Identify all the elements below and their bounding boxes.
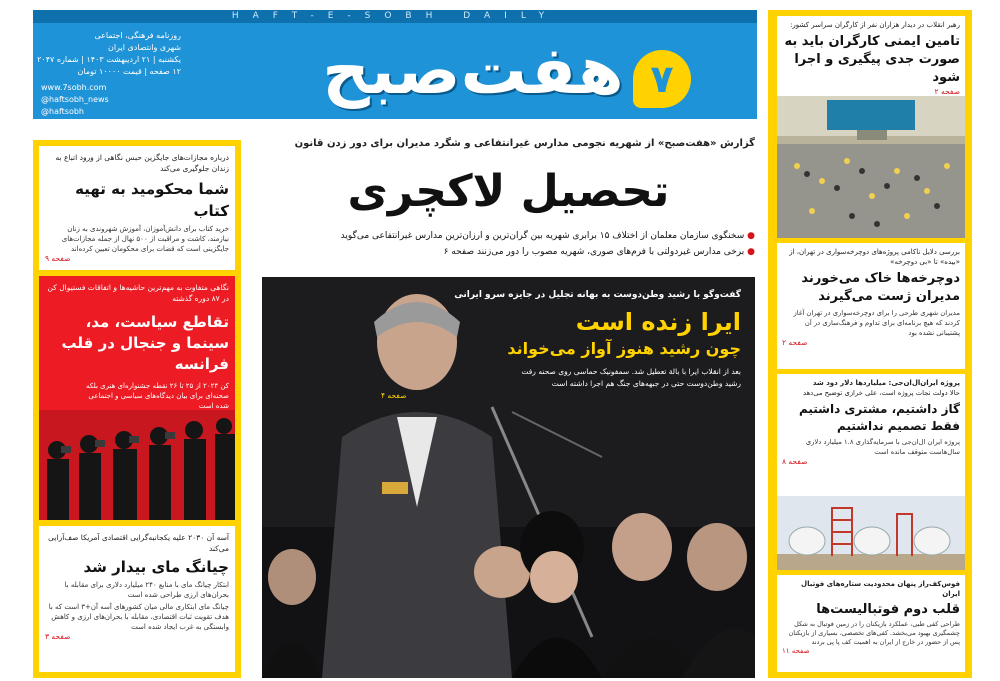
left-story-3-page[interactable]: صفحه ۳: [45, 632, 71, 641]
right-story-2-kicker: بررسی دلایل ناکامی پروژه‌های دوچرخه‌سواری در تهران، از «بیده» تا «بی دوچرخه»: [789, 248, 960, 266]
photo-story-page[interactable]: صفحه ۴: [381, 391, 407, 400]
main-story-bullet: [265, 246, 755, 259]
newspaper-logo: هفت‌صبح: [322, 32, 624, 109]
issue-info-line: روزنامه فرهنگی، اجتماعی: [94, 31, 181, 40]
right-story-4-headline[interactable]: قلب دوم فوتبالیست‌ها: [816, 602, 960, 617]
photo-story-subheadline[interactable]: چون رشید هنوز آواز می‌خواند: [507, 339, 741, 358]
issue-info-line: یکشنبه | ۲۱ اردیبهشت ۱۴۰۳ | شماره ۲۰۴۷: [37, 55, 181, 64]
right-story-1: [777, 16, 965, 238]
photo-story: [262, 277, 755, 678]
social-handle[interactable]: @haftsobh: [41, 107, 84, 116]
photo-story-bullet: رشید وطن‌دوست حتی در جبهه‌های جنگ هم اجرا داشته است: [551, 379, 741, 388]
photo-story-kicker: گفت‌وگو با رشید وطن‌دوست به بهانه تجلیل در جایزه سرو ایرانی: [454, 290, 741, 300]
masthead: [33, 10, 757, 119]
right-story-4: [777, 575, 965, 672]
right-story-2-headline[interactable]: دوچرخه‌ها خاک می‌خورند مدیران ژست می‌گیرند: [801, 271, 960, 304]
cannes-photographers-photo: [39, 410, 235, 520]
right-story-3: [777, 374, 965, 570]
main-story-kicker: گزارش «هفت‌صبح» از شهریه نجومی مدارس غیرانتفاعی و شگرد مدیران برای دور زدن قانون: [294, 138, 755, 149]
left-story-3: [39, 526, 235, 672]
photo-story-bullet: بعد از انقلاب ایرا با بالة تعطیل شد. سمفونیک حماسی روی صحنه رفت: [521, 367, 741, 376]
main-story: [262, 122, 755, 272]
left-story-1-headline[interactable]: شما محکومید به تهیه کتاب: [75, 180, 229, 220]
left-story-3-body-1: ابتکار چیانگ مای با منابع ۲۴۰ میلیارد دلاری برای مقابله با بحران‌های ارزی طراحی شده است: [64, 581, 229, 599]
left-story-1: [39, 146, 235, 270]
right-story-1-kicker: رهبر انقلاب در دیدار هزاران نفر از کارگران سراسر کشور:: [790, 21, 960, 29]
website-link[interactable]: www.7sobh.com: [41, 83, 107, 92]
right-story-3-body: پروژه ایران ال‌ان‌جی با سرمایه‌گذاری ۱.۸ میلیارد دلاری سال‌هاست متوقف مانده است: [805, 438, 960, 456]
left-story-2-kicker: نگاهی متفاوت به مهم‌ترین حاشیه‌ها و اتفاقات فستیوال کن در ۸۷ دوره گذشته: [47, 283, 229, 303]
photo-story-text: [381, 289, 741, 402]
issue-info: [37, 30, 181, 78]
left-story-2-text: [45, 282, 229, 424]
social-links: [41, 82, 181, 118]
right-story-2-page[interactable]: صفحه ۲: [782, 338, 808, 347]
left-story-1-body: خرید کتاب برای دانش‌آموزان، آموزش شهروندی به زنان نیازمند، کاشت و مراقبت از ۵۰۰ نهال از جمله مجازات‌های جایگزینی است که قضات برای محکومان تعیین کرده‌اند: [61, 225, 229, 253]
main-story-bullet-text: سخنگوی سازمان معلمان از اختلاف ۱۵ برابری شهریه بین گران‌ترین و ارزان‌ترین مدارس غیرانتفاعی می‌گوید: [340, 231, 745, 241]
right-story-4-page[interactable]: صفحه ۱۱: [782, 647, 810, 655]
left-story-3-headline[interactable]: چیانگ مای بیدار شد: [83, 558, 229, 576]
left-story-1-kicker: درباره مجازات‌های جایگزین حبس نگاهی از ورود اتباع به زندان جلوگیری می‌کند: [55, 153, 229, 173]
lng-plant-photo: [777, 496, 965, 570]
right-story-2: [777, 243, 965, 369]
right-story-2-body: مدیران شهری طرحی را برای دوچرخه‌سواری در تهران آغاز کردند که هیچ برنامه‌ای برای تداوم و فرهنگ‌سازی در آن پشتیبانی نشده بود: [793, 309, 960, 337]
bullet-dot-icon: ●: [744, 231, 755, 241]
left-story-2: [39, 276, 235, 520]
left-story-3-body-2: چیانگ مای ابتکاری مالی میان کشورهای آسه آن+۳ است که با هدف تقویت ثبات اقتصادی، مقابله با بحران‌های ارزی و کاهش وابستگی به غرب ایجاد شده است: [48, 603, 229, 631]
right-story-1-page[interactable]: صفحه ۲: [934, 87, 960, 96]
bullet-dot-icon: ●: [744, 247, 755, 257]
left-story-2-headline[interactable]: تقاطع سیاست، مد، سینما و جنجال در قلب فرانسه: [61, 313, 229, 373]
left-story-1-page[interactable]: صفحه ۹: [45, 254, 71, 263]
main-story-headline[interactable]: تحصیل لاکچری: [347, 166, 670, 217]
main-story-bullet: [265, 230, 755, 243]
right-story-3-kicker: پروژه ایران‌ال‌ان‌جی: میلیاردها دلار دود شد: [812, 379, 960, 387]
right-story-4-body: طراحی کفی طبی، عملکرد بازیکنان را در زمین فوتبال به شکل چشمگیری بهبود می‌بخشد. کفی‌های تخصصی، بسیاری از بازیکنان پس از حضور در خارج از ایران به اهمیت کف پا پی بردند: [788, 620, 960, 646]
main-story-bullet-text: برخی مدارس غیردولتی با فرم‌های صوری، شهریه مصوب را دور می‌زنند صفحه ۶: [443, 247, 745, 257]
issue-info-line: ۱۲ صفحه | قیمت ۱۰۰۰۰ تومان: [77, 67, 181, 76]
right-story-4-kicker: فوس‌کف‌راز پنهان محدودیت ستاره‌های فوتبال ایران: [801, 580, 960, 598]
workers-gathering-photo: [777, 96, 965, 238]
photo-story-headline[interactable]: ایرا زنده است: [575, 308, 741, 336]
right-story-3-page[interactable]: صفحه ۸: [782, 457, 808, 466]
right-story-1-headline[interactable]: تامین ایمنی کارگران باید به صورت جدی پیگیری و اجرا شود: [784, 34, 960, 85]
left-story-2-body: کن ۲۰۲۴ از ۲۵ تا ۲۶ نقطه جشنواره‌ای هنری بلکه صحنه‌ای برای بیان دیدگاه‌های سیاسی و اجتماعی شده است: [86, 382, 229, 410]
seven-logo-icon: ۷: [633, 50, 691, 108]
right-story-3-subkicker: حالا دولت نجات پروژه است، علی‌ خرازی توضیح می‌دهد: [803, 389, 960, 397]
issue-info-line: شهری وانتصادی ایران: [107, 43, 181, 52]
left-story-3-kicker: آسه آن ۲۰۳۰ علیه یکجانبه‌گرایی اقتصادی آمریکا صف‌آرایی می‌کند: [48, 533, 229, 553]
social-handle-news[interactable]: @haftsobh_news: [41, 95, 109, 104]
right-story-3-headline[interactable]: گاز داشتیم، مشتری داشتیم فقط تصمیم نداشتیم: [798, 402, 960, 433]
masthead-tagline: HAFT-E-SOBH DAILY: [33, 10, 757, 23]
